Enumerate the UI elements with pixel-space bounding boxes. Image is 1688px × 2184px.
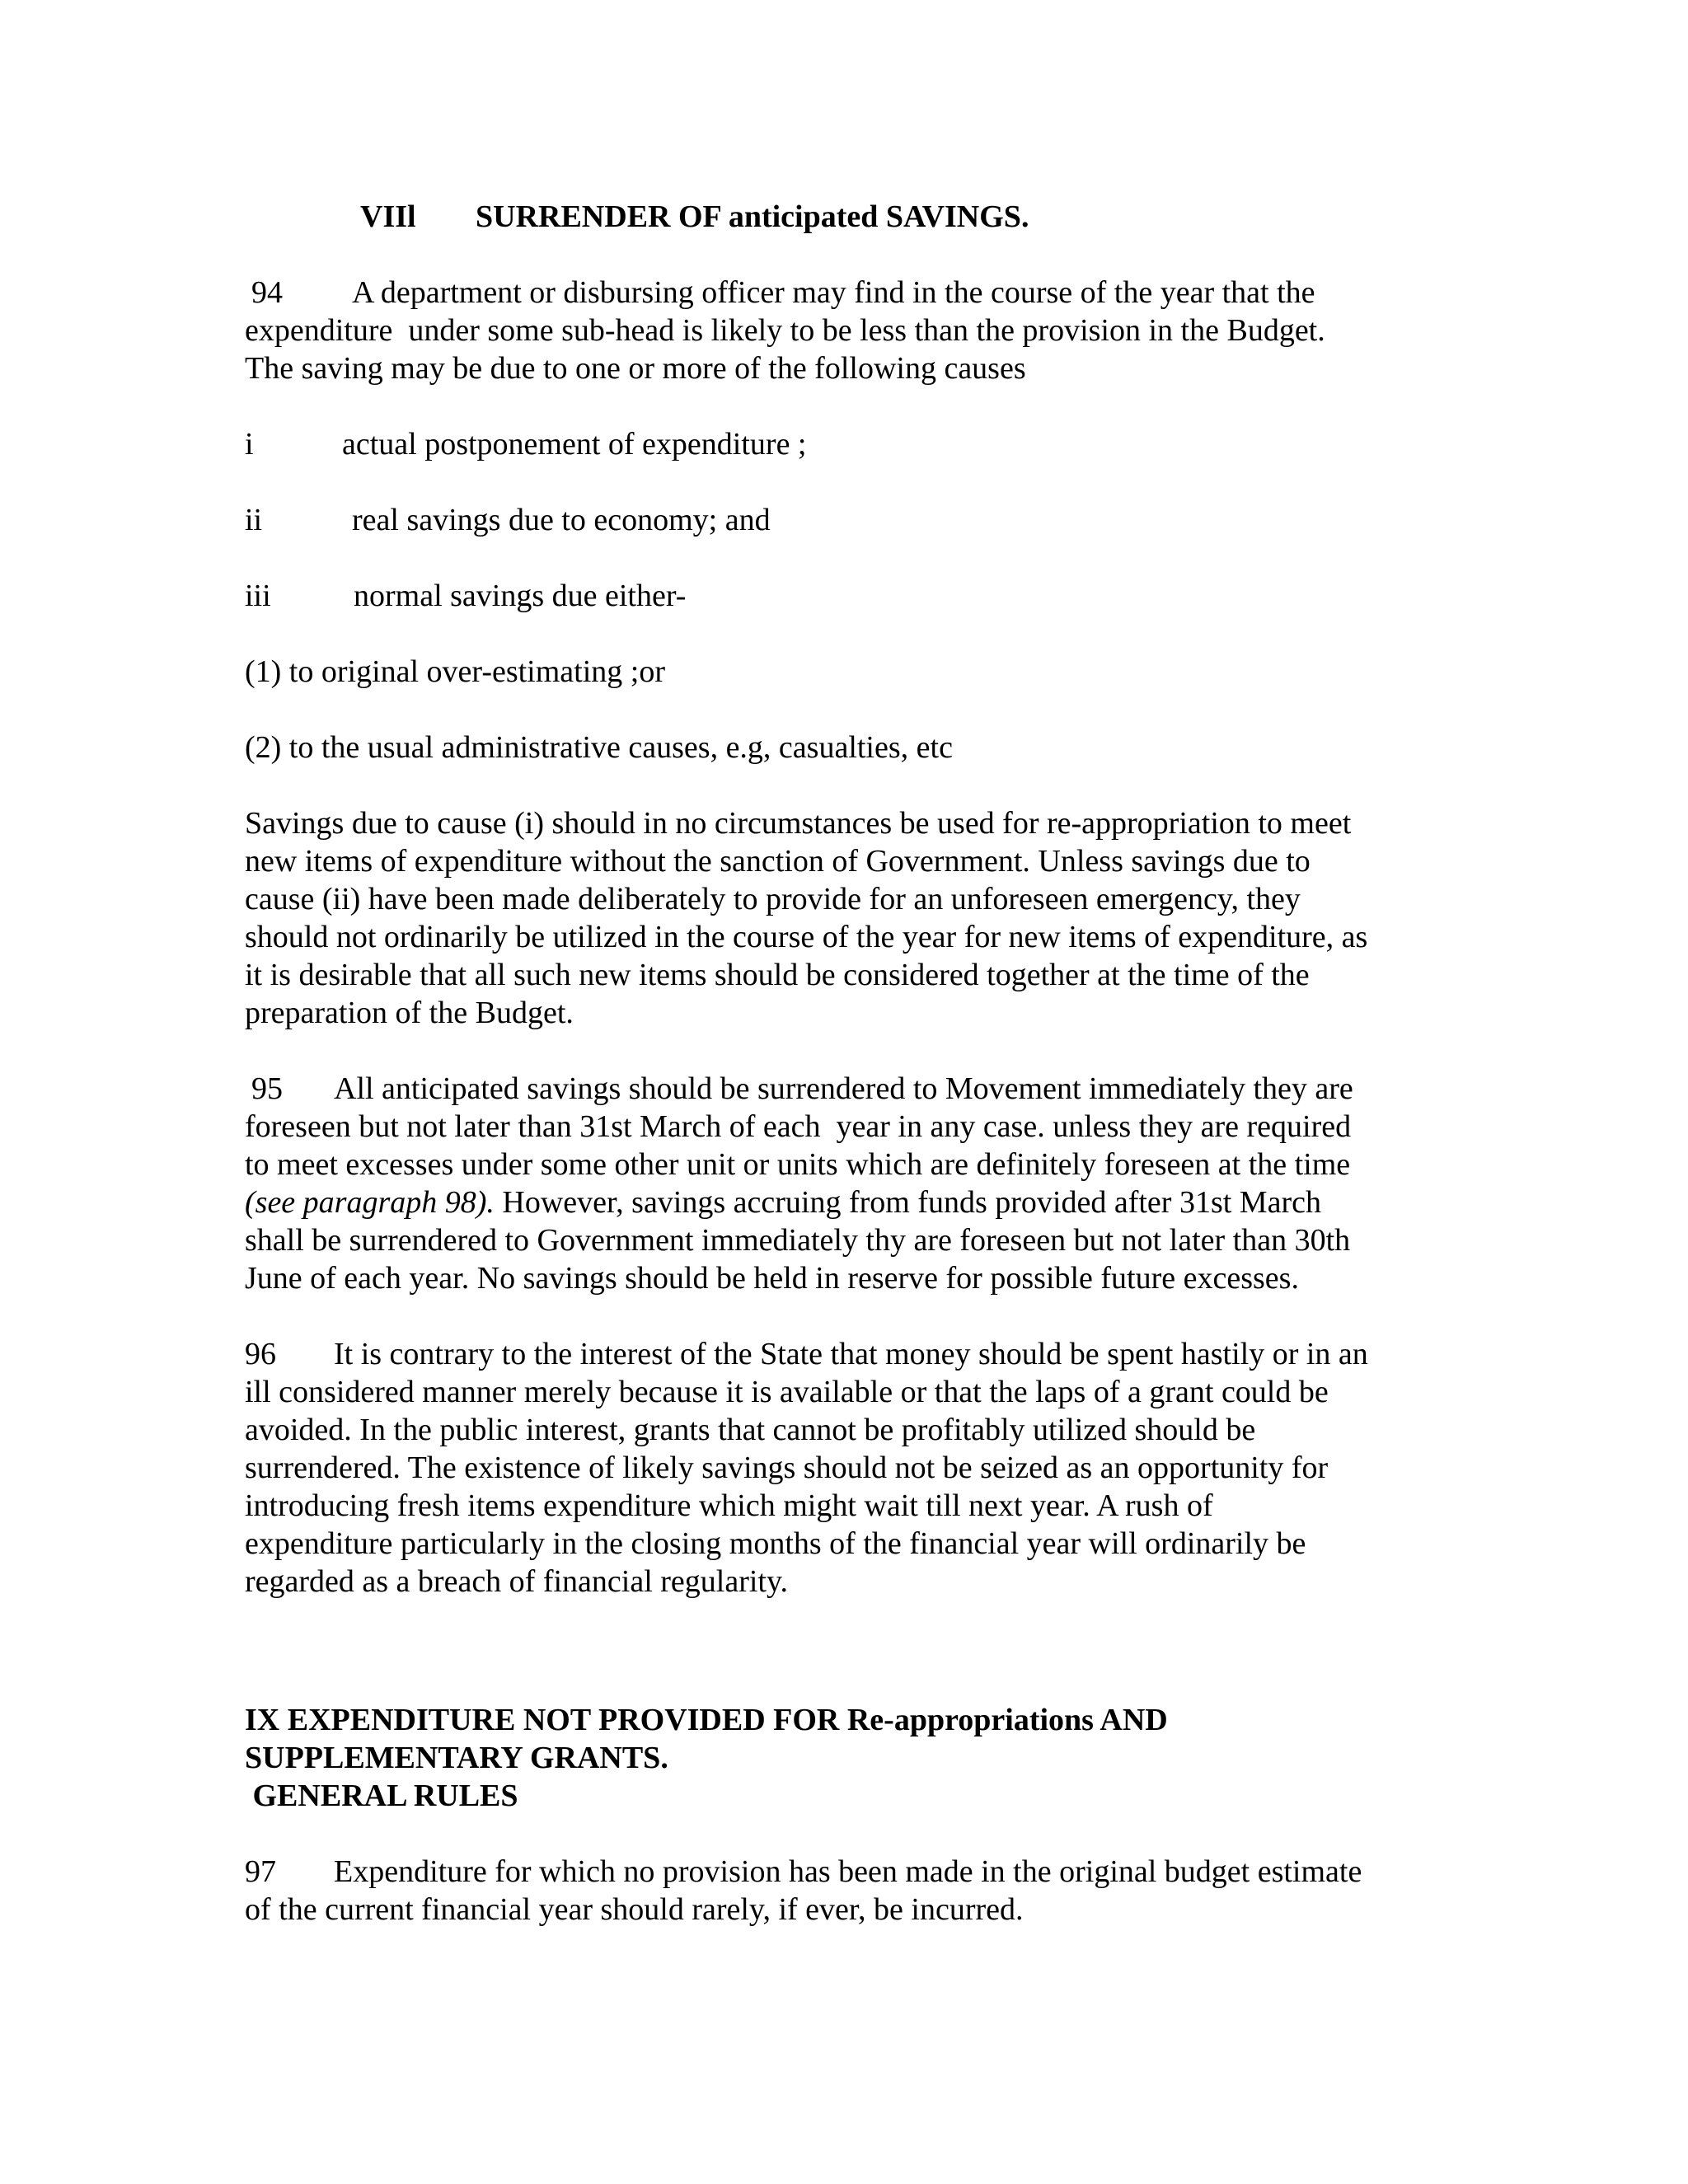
para-94-number: 94: [251, 275, 283, 310]
para-95-line-6: June of each year. No savings should be held in reserve for possible future excesses.: [245, 1261, 1299, 1296]
cause-iii-text: normal savings due either-: [354, 579, 687, 613]
para-96-line-2: ill considered manner merely because it is available or that the laps of a grant could be: [245, 1375, 1329, 1409]
savings-para-line-3: cause (ii) have been made deliberately to provide for an unforeseen emergency, they: [245, 882, 1301, 916]
para-95-line-4: [245, 1183, 1321, 1221]
para-96-line-5: introducing fresh items expenditure which might wait till next year. A rush of: [245, 1488, 1213, 1523]
para-97-line-1: Expenditure for which no provision has been made in the original budget estimate: [334, 1854, 1362, 1889]
cause-ii-marker: ii: [245, 503, 263, 537]
para-95-line-5: shall be surrendered to Government immediately thy are foreseen but not later than 30th: [245, 1223, 1351, 1258]
para-97-number: 97: [245, 1854, 276, 1889]
para-95-line-4-rest: However, savings accruing from funds provided after 31st March: [494, 1185, 1321, 1220]
para-96-line-4: surrendered. The existence of likely savings should not be seized as an opportunity for: [245, 1451, 1329, 1485]
para-94-line-2: expenditure under some sub-head is likely to be less than the provision in the Budget.: [245, 313, 1325, 348]
cause-i-text: actual postponement of expenditure ;: [342, 427, 807, 462]
section-9-title-line-2: SUPPLEMENTARY GRANTS.: [245, 1741, 668, 1775]
section-8-numeral: VIIl: [360, 199, 416, 234]
subcause-2: (2) to the usual administrative causes, e.g, casualties, etc: [245, 730, 953, 765]
para-97-line-2: of the current financial year should rarely, if ever, be incurred.: [245, 1892, 1024, 1927]
section-8-title: SURRENDER OF anticipated SAVINGS.: [476, 199, 1029, 234]
savings-para-line-1: Savings due to cause (i) should in no circumstances be used for re-appropriation to meet: [245, 806, 1352, 841]
para-94-line-1: A department or disbursing officer may find in the course of the year that the: [352, 275, 1315, 310]
subcause-1: (1) to original over-estimating ;or: [245, 654, 665, 689]
para-95-line-2: foreseen but not later than 31st March of each year in any case. unless they are required: [245, 1109, 1352, 1144]
savings-para-line-6: preparation of the Budget.: [245, 996, 574, 1030]
cause-i-marker: i: [245, 427, 254, 462]
section-9-subtitle: GENERAL RULES: [245, 1779, 518, 1813]
savings-para-line-2: new items of expenditure without the sanction of Government. Unless savings due to: [245, 844, 1311, 879]
para-95-line-3: to meet excesses under some other unit or units which are definitely foreseen at the time: [245, 1147, 1351, 1182]
savings-para-line-5: it is desirable that all such new items should be considered together at the time of the: [245, 958, 1310, 992]
para-95-cross-reference: (see paragraph 98).: [245, 1185, 495, 1220]
para-96-line-1: It is contrary to the interest of the State that money should be spent hastily or in an: [334, 1337, 1368, 1371]
para-96-line-7: regarded as a breach of financial regularity.: [245, 1564, 789, 1599]
para-95-line-1: All anticipated savings should be surrendered to Movement immediately they are: [334, 1071, 1353, 1106]
section-9-title-line-1: IX EXPENDITURE NOT PROVIDED FOR Re-appropriations AND: [245, 1703, 1168, 1737]
para-96-line-3: avoided. In the public interest, grants that cannot be profitably utilized should be: [245, 1413, 1256, 1447]
para-94-line-3: The saving may be due to one or more of the following causes: [245, 351, 1026, 386]
cause-ii-text: real savings due to economy; and: [352, 503, 771, 537]
para-95-number: 95: [251, 1071, 283, 1106]
para-96-number: 96: [245, 1337, 276, 1371]
cause-iii-marker: iii: [245, 579, 271, 613]
savings-para-line-4: should not ordinarily be utilized in the course of the year for new items of expenditure, as: [245, 920, 1368, 954]
para-96-line-6: expenditure particularly in the closing months of the financial year will ordinarily be: [245, 1526, 1306, 1561]
